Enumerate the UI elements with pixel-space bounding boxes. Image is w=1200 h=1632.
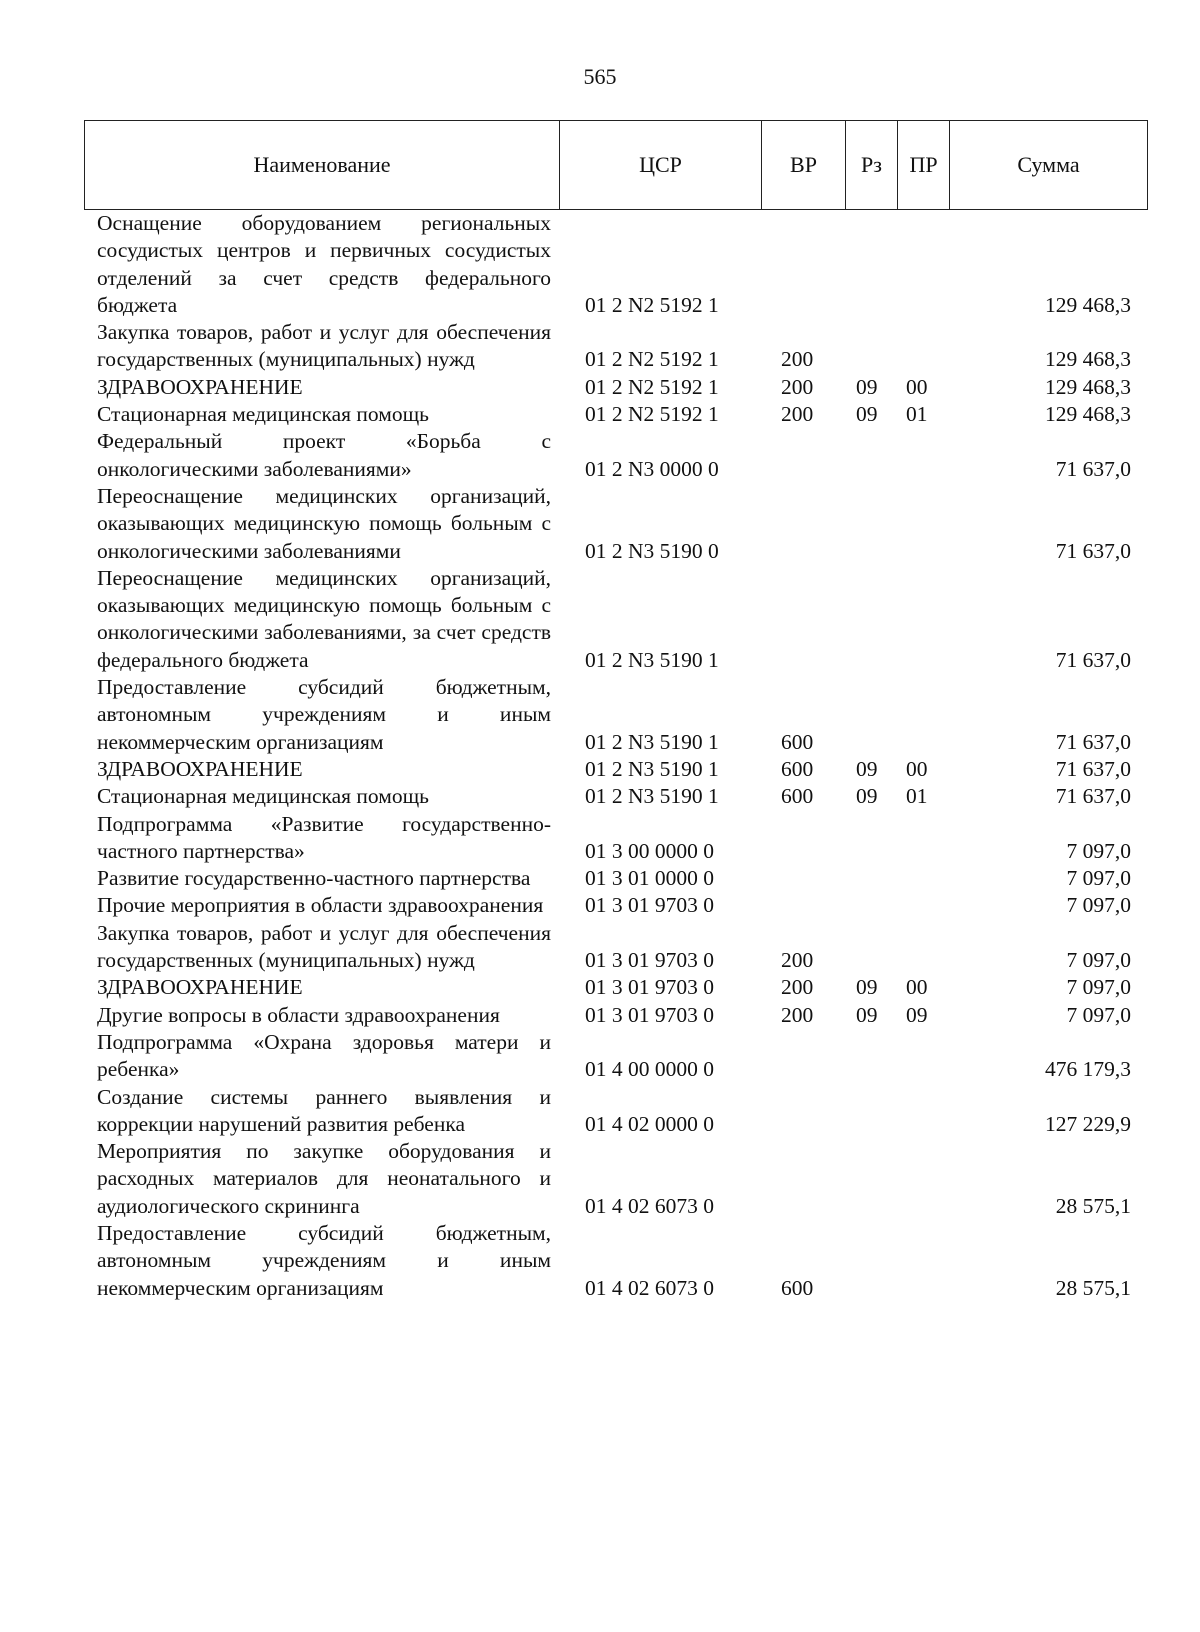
- row-csr: 01 2 N3 5190 0: [585, 538, 719, 563]
- row-sum: 7 097,0: [1066, 893, 1131, 918]
- row-csr: 01 2 N2 5192 1: [585, 347, 719, 372]
- row-vr: 200: [781, 374, 814, 399]
- row-vr: 200: [781, 1002, 814, 1027]
- row-csr: 01 2 N3 5190 1: [585, 784, 719, 809]
- row-vr: 200: [781, 402, 814, 427]
- table-header: [84, 120, 1148, 210]
- row-pr: 01: [906, 784, 928, 809]
- row-csr: 01 2 N2 5192 1: [585, 374, 719, 399]
- row-sum: 127 229,9: [1045, 1111, 1131, 1136]
- row-name: Мероприятия по закупке оборудования и расходных материалов для неонатального и аудиологического скрининга: [97, 1139, 551, 1218]
- row-name: Прочие мероприятия в области здравоохранения: [97, 893, 544, 918]
- row-csr: 01 2 N3 0000 0: [585, 456, 719, 481]
- header-sum: Сумма: [949, 121, 1147, 209]
- row-sum: 7 097,0: [1066, 1002, 1131, 1027]
- row-name: Стационарная медицинская помощь: [97, 784, 429, 809]
- row-sum: 71 637,0: [1055, 784, 1131, 809]
- row-pr: 00: [906, 975, 928, 1000]
- row-name: Переоснащение медицинских организаций, оказывающих медицинскую помощь больным с онкологическими заболеваниями: [97, 483, 551, 563]
- row-rz: 09: [856, 402, 878, 427]
- row-vr: 600: [781, 756, 814, 781]
- table-row: [0, 865, 1200, 892]
- row-pr: 00: [906, 756, 928, 781]
- row-rz: 09: [856, 756, 878, 781]
- row-sum: 71 637,0: [1055, 729, 1131, 754]
- row-sum: 28 575,1: [1055, 1193, 1131, 1218]
- row-csr: 01 4 02 6073 0: [585, 1275, 714, 1300]
- row-rz: 09: [856, 374, 878, 399]
- table-row: [0, 1084, 1200, 1139]
- row-name: Развитие государственно-частного партнерства: [97, 866, 531, 891]
- row-pr: 09: [906, 1002, 928, 1027]
- table-row: [0, 374, 1200, 401]
- row-name: Закупка товаров, работ и услуг для обеспечения государственных (муниципальных) нужд: [97, 320, 551, 372]
- row-sum: 71 637,0: [1055, 647, 1131, 672]
- table-row: [0, 1220, 1200, 1302]
- row-name: ЗДРАВООХРАНЕНИЕ: [97, 374, 303, 399]
- row-csr: 01 3 01 9703 0: [585, 948, 714, 973]
- row-pr: 01: [906, 402, 928, 427]
- table-row: [0, 892, 1200, 919]
- row-sum: 129 468,3: [1045, 374, 1131, 399]
- row-csr: 01 2 N3 5190 1: [585, 729, 719, 754]
- row-csr: 01 3 01 9703 0: [585, 1002, 714, 1027]
- row-sum: 7 097,0: [1066, 948, 1131, 973]
- row-name: ЗДРАВООХРАНЕНИЕ: [97, 756, 303, 781]
- row-name: Закупка товаров, работ и услуг для обеспечения государственных (муниципальных) нужд: [97, 920, 551, 973]
- row-csr: 01 2 N3 5190 1: [585, 647, 719, 672]
- table-row: [0, 210, 1200, 319]
- row-csr: 01 4 02 6073 0: [585, 1193, 714, 1218]
- row-csr: 01 4 00 0000 0: [585, 1057, 714, 1082]
- row-sum: 71 637,0: [1055, 456, 1131, 481]
- header-csr: ЦСР: [559, 121, 761, 209]
- row-vr: 600: [781, 784, 814, 809]
- table-row: [0, 1002, 1200, 1029]
- row-rz: 09: [856, 975, 878, 1000]
- row-csr: 01 2 N2 5192 1: [585, 292, 719, 317]
- row-csr: 01 3 01 9703 0: [585, 975, 714, 1000]
- table-body: [0, 210, 1200, 1302]
- table-row: [0, 974, 1200, 1001]
- table-row: [0, 811, 1200, 866]
- header-pr: ПР: [897, 121, 949, 209]
- row-sum: 28 575,1: [1055, 1275, 1131, 1300]
- row-name: Федеральный проект «Борьба с онкологическими заболеваниями»: [97, 429, 551, 481]
- row-rz: 09: [856, 1002, 878, 1027]
- row-sum: 71 637,0: [1055, 756, 1131, 781]
- header-vr: ВР: [761, 121, 845, 209]
- row-vr: 600: [781, 1275, 814, 1300]
- row-vr: 200: [781, 948, 814, 973]
- row-name: Подпрограмма «Охрана здоровья матери и ребенка»: [97, 1029, 551, 1082]
- table-row: [0, 756, 1200, 783]
- row-vr: 200: [781, 347, 814, 372]
- row-sum: 129 468,3: [1045, 402, 1131, 427]
- row-sum: 7 097,0: [1066, 975, 1131, 1000]
- row-name: Переоснащение медицинских организаций, оказывающих медицинскую помощь больным с онкологическими заболеваниями, за счет средств федерального бюджета: [97, 565, 551, 672]
- table-row: [0, 920, 1200, 975]
- row-sum: 129 468,3: [1045, 292, 1131, 317]
- row-name: Создание системы раннего выявления и коррекции нарушений развития ребенка: [97, 1084, 551, 1136]
- row-sum: 129 468,3: [1045, 347, 1131, 372]
- row-name: Предоставление субсидий бюджетным, автономным учреждениям и иным некоммерческим организациям: [97, 675, 551, 754]
- row-rz: 09: [856, 784, 878, 809]
- table-row: [0, 565, 1200, 674]
- row-name: Подпрограмма «Развитие государственно-частного партнерства»: [97, 811, 551, 863]
- row-sum: 7 097,0: [1066, 838, 1131, 863]
- row-name: ЗДРАВООХРАНЕНИЕ: [97, 975, 303, 1000]
- row-name: Стационарная медицинская помощь: [97, 402, 429, 427]
- table-row: [0, 674, 1200, 756]
- header-rz: Рз: [845, 121, 897, 209]
- table-row: [0, 428, 1200, 483]
- row-name: Предоставление субсидий бюджетным, автономным учреждениям и иным некоммерческим организациям: [97, 1220, 551, 1300]
- table-row: [0, 783, 1200, 810]
- row-sum: 476 179,3: [1045, 1057, 1131, 1082]
- row-csr: 01 2 N2 5192 1: [585, 402, 719, 427]
- row-csr: 01 4 02 0000 0: [585, 1111, 714, 1136]
- row-csr: 01 3 01 0000 0: [585, 866, 714, 891]
- row-name: Другие вопросы в области здравоохранения: [97, 1002, 500, 1027]
- row-sum: 7 097,0: [1066, 866, 1131, 891]
- row-vr: 200: [781, 975, 814, 1000]
- header-name: Наименование: [253, 152, 391, 177]
- row-name: Оснащение оборудованием региональных сосудистых центров и первичных сосудистых отделений за счет средств федерального бюджета: [97, 211, 551, 317]
- row-sum: 71 637,0: [1055, 538, 1131, 563]
- page-number: 565: [583, 64, 617, 89]
- row-vr: 600: [781, 729, 814, 754]
- row-csr: 01 2 N3 5190 1: [585, 756, 719, 781]
- table-row: [0, 401, 1200, 428]
- table-row: [0, 1029, 1200, 1084]
- table-row: [0, 1138, 1200, 1220]
- row-csr: 01 3 01 9703 0: [585, 893, 714, 918]
- row-csr: 01 3 00 0000 0: [585, 838, 714, 863]
- table-row: [0, 483, 1200, 565]
- row-pr: 00: [906, 374, 928, 399]
- table-row: [0, 319, 1200, 374]
